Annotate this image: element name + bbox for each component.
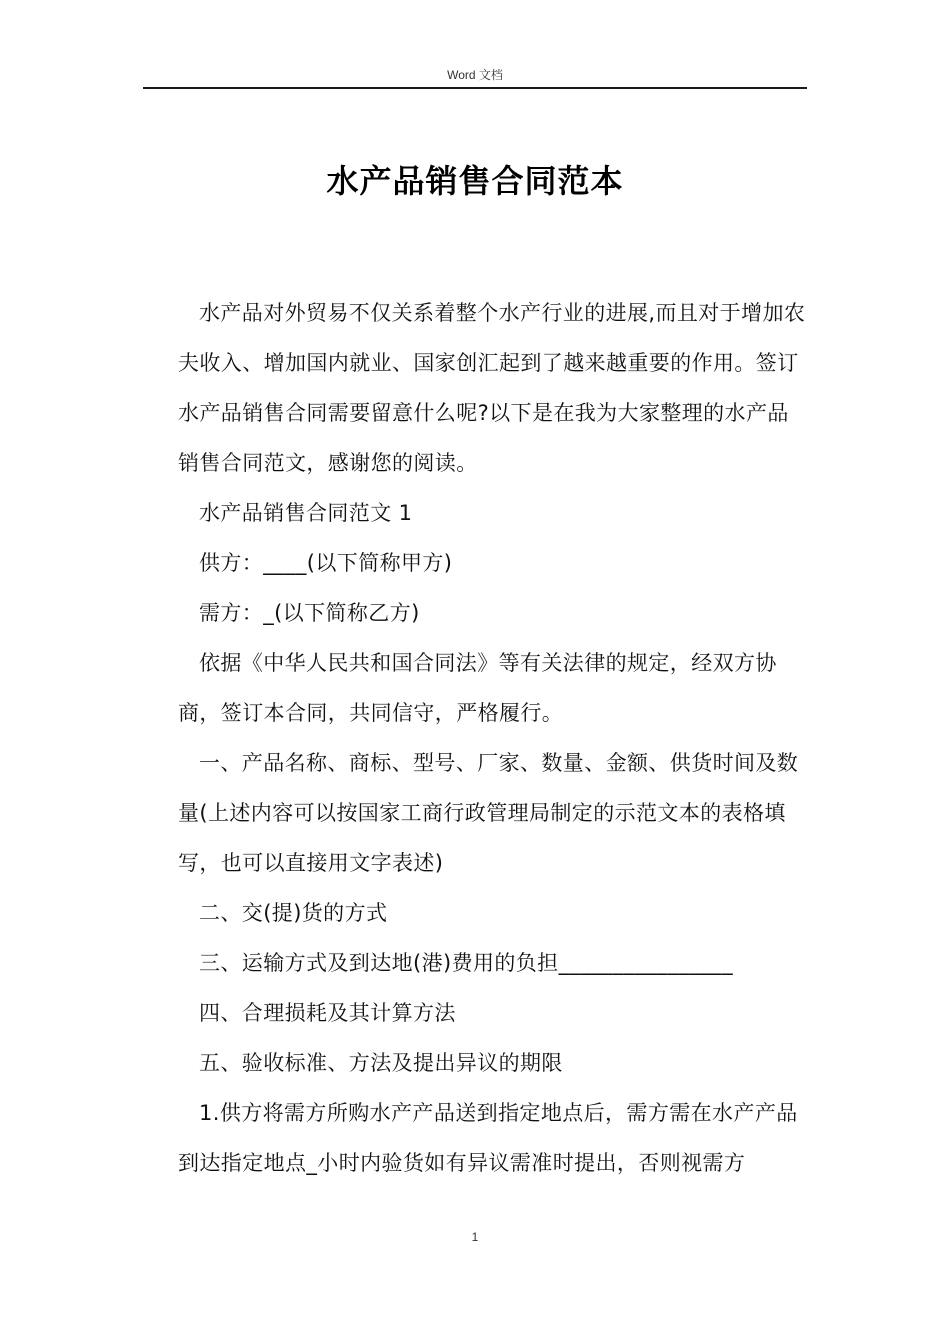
- paragraph-clause-1: 一、产品名称、商标、型号、厂家、数量、金额、供货时间及数量(上述内容可以按国家工商行政管理局制定的示范文本的表格填写，也可以直接用文字表述): [178, 751, 799, 875]
- paragraph-clause-3: 三、运输方式及到达地(港)费用的负担________________: [199, 951, 733, 975]
- paragraph-legal-basis: 依据《中华人民共和国合同法》等有关法律的规定，经双方协商，签订本合同，共同信守，严格履行。: [178, 651, 777, 725]
- paragraph-clause-2: 二、交(提)货的方式: [199, 901, 388, 925]
- document-title: 水产品销售合同范本: [326, 162, 624, 200]
- paragraph-intro: 水产品对外贸易不仅关系着整个水产行业的进展,而且对于增加农夫收入、增加国内就业、国家创汇起到了越来越重要的作用。签订水产品销售合同需要留意什么呢?以下是在我为大家整理的水产品销售合同范文，感谢您的阅读。: [178, 301, 806, 475]
- header-label: Word 文档: [447, 68, 503, 82]
- paragraph-clause-5-1: 1.供方将需方所购水产产品送到指定地点后，需方需在水产产品到达指定地点_小时内验货如有异议需准时提出，否则视需方: [178, 1101, 798, 1175]
- paragraph-buyer: 需方：_(以下简称乙方): [199, 601, 420, 625]
- paragraph-sample-heading: 水产品销售合同范文 1: [199, 501, 413, 525]
- paragraph-clause-4: 四、合理损耗及其计算方法: [199, 1001, 456, 1025]
- document-body: [178, 288, 808, 1188]
- paragraph-clause-5: 五、验收标准、方法及提出异议的期限: [199, 1051, 563, 1075]
- page-number: 1: [471, 1230, 479, 1244]
- paragraph-supplier: 供方：____(以下简称甲方): [199, 551, 453, 575]
- header-divider: [143, 87, 807, 89]
